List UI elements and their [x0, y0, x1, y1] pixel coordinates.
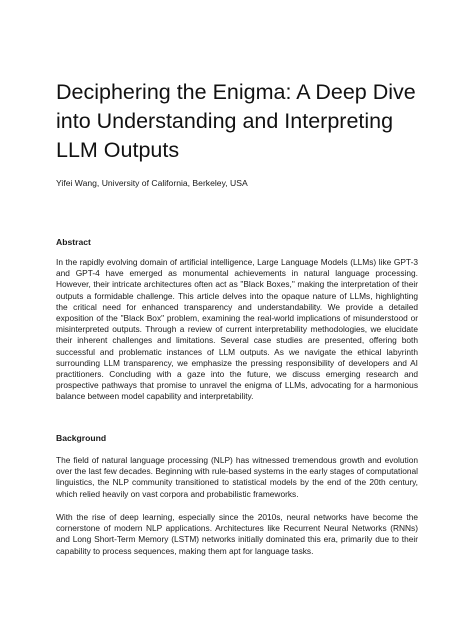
abstract-heading: Abstract	[56, 237, 91, 247]
background-paragraph-1: The field of natural language processing (NLP) has witnessed tremendous growth and evolution over the last few decades. Beginning with rule-based systems in the early stages of computational linguistics, the NLP community transitioned to statistical models by the end of the 20th century, which relied heavily on vast corpora and probabilistic frameworks.	[56, 455, 418, 499]
author-affiliation: Yifei Wang, University of California, Berkeley, USA	[56, 178, 248, 188]
paper-title: Deciphering the Enigma: A Deep Dive into Understanding and Interpreting LLM Outputs	[56, 80, 416, 162]
abstract-text: In the rapidly evolving domain of artificial intelligence, Large Language Models (LLMs) like GPT-3 and GPT-4 have emerged as monumental achievements in natural language processing. However, their intricate architectures often act as "Black Boxes," making the interpretation of their outputs a formidable challenge. This article delves into the opaque nature of LLMs, highlighting the critical need for enhanced transparency and understandability. We provide a detailed exposition of the "Black Box" problem, examining the real-world implications of misunderstood or misinterpreted outputs. Through a review of current interpretability methodologies, we elucidate their inherent challenges and limitations. Several case studies are presented, offering both successful and problematic instances of LLM outputs. As we navigate the ethical labyrinth surrounding LLM transparency, we emphasize the pressing responsibility of developers and AI practitioners. Concluding with a gaze into the future, we discuss emerging research and prospective pathways that promise to unravel the enigma of LLMs, advocating for a harmonious balance between model capability and interpretability.	[56, 257, 418, 402]
background-heading: Background	[56, 433, 107, 443]
background-paragraph-2: With the rise of deep learning, especially since the 2010s, neural networks have become the cornerstone of modern NLP applications. Architectures like Recurrent Neural Networks (RNNs) and Long Short-Term Memory (LSTM) networks initially dominated this era, primarily due to their capability to process sequences, making them apt for language tasks.	[56, 512, 418, 556]
